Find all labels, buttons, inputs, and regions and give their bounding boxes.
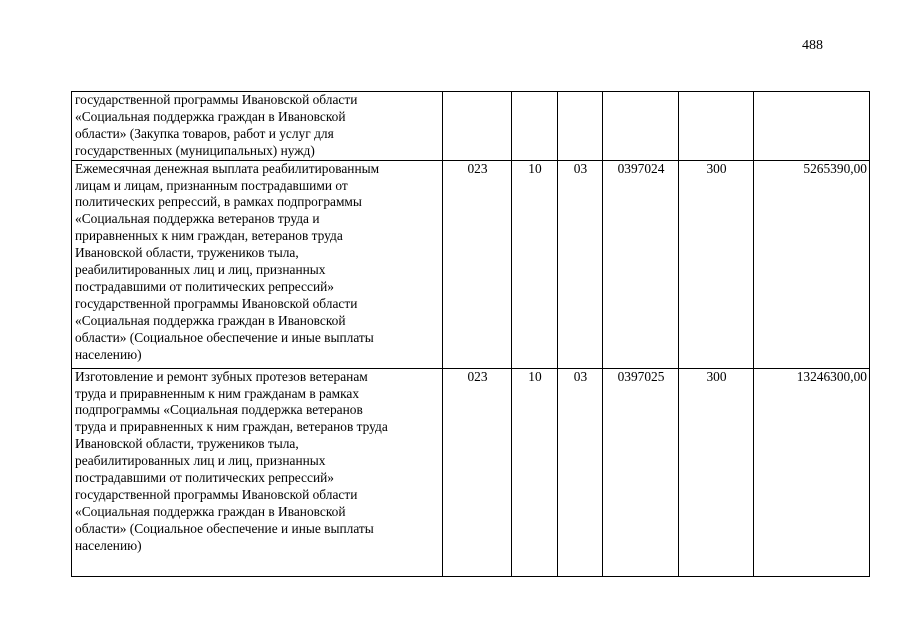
- expense-type-cell: 300: [679, 160, 754, 368]
- expense-type-cell: 300: [679, 368, 754, 576]
- description-line: населению): [75, 537, 142, 553]
- target-article-cell: [603, 92, 679, 161]
- description-line: Ивановской области, тружеников тыла,: [75, 436, 299, 452]
- table-row: [72, 368, 870, 576]
- description-line: Ивановской области, тружеников тыла,: [75, 245, 299, 261]
- description-line: Ежемесячная денежная выплата реабилитированным: [75, 160, 380, 176]
- description-line: государственной программы Ивановской области: [75, 486, 358, 502]
- description-cell: [72, 92, 443, 161]
- page-number: 488: [802, 38, 823, 53]
- description-line: Изготовление и ремонт зубных протезов ветеранам: [75, 368, 368, 384]
- expense-type-cell: [679, 92, 754, 161]
- description-line: пострадавшими от политических репрессий»: [75, 470, 334, 486]
- description-line: реабилитированных лиц и лиц, признанных: [75, 453, 326, 469]
- description-line: реабилитированных лиц и лиц, признанных: [75, 262, 326, 278]
- description-line: лицам и лицам, признанным пострадавшими от: [75, 177, 348, 193]
- section-code-cell: 10: [512, 160, 558, 368]
- description-line: труда и приравненных к ним граждан, ветеранов труда: [75, 419, 388, 435]
- subsection-code-cell: 03: [558, 368, 603, 576]
- subsection-code-cell: 03: [558, 160, 603, 368]
- amount-cell: 5265390,00: [754, 160, 870, 368]
- description-line: политических репрессий, в рамках подпрограммы: [75, 194, 362, 210]
- description-line: области» (Закупка товаров, работ и услуг для: [75, 125, 334, 141]
- description-line: государственной программы Ивановской области: [75, 92, 358, 107]
- description-line: государственной программы Ивановской области: [75, 295, 358, 311]
- description-line: области» (Социальное обеспечение и иные выплаты: [75, 329, 374, 345]
- section-code-cell: 10: [512, 368, 558, 576]
- description-cell: [72, 160, 443, 368]
- description-line: подпрограммы «Социальная поддержка ветеранов: [75, 402, 363, 418]
- section-code-cell: [512, 92, 558, 161]
- ministry-code-cell: 023: [443, 160, 512, 368]
- ministry-code-cell: [443, 92, 512, 161]
- target-article-cell: 0397025: [603, 368, 679, 576]
- table-row: [72, 92, 870, 161]
- description-line: «Социальная поддержка ветеранов труда и: [75, 211, 320, 227]
- description-line: «Социальная поддержка граждан в Ивановской: [75, 312, 346, 328]
- amount-cell: 13246300,00: [754, 368, 870, 576]
- description-line: пострадавшими от политических репрессий»: [75, 278, 334, 294]
- subsection-code-cell: [558, 92, 603, 161]
- budget-table: [71, 91, 870, 577]
- description-line: «Социальная поддержка граждан в Ивановской: [75, 503, 346, 519]
- description-line: приравненных к ним граждан, ветеранов труда: [75, 228, 343, 244]
- description-line: труда и приравненным к ним гражданам в рамках: [75, 385, 360, 401]
- target-article-cell: 0397024: [603, 160, 679, 368]
- amount-cell: [754, 92, 870, 161]
- table-row: [72, 160, 870, 368]
- description-line: государственных (муниципальных) нужд): [75, 142, 315, 158]
- description-line: области» (Социальное обеспечение и иные выплаты: [75, 520, 374, 536]
- description-cell: [72, 368, 443, 576]
- description-line: населению): [75, 346, 142, 362]
- description-line: «Социальная поддержка граждан в Ивановской: [75, 108, 346, 124]
- ministry-code-cell: 023: [443, 368, 512, 576]
